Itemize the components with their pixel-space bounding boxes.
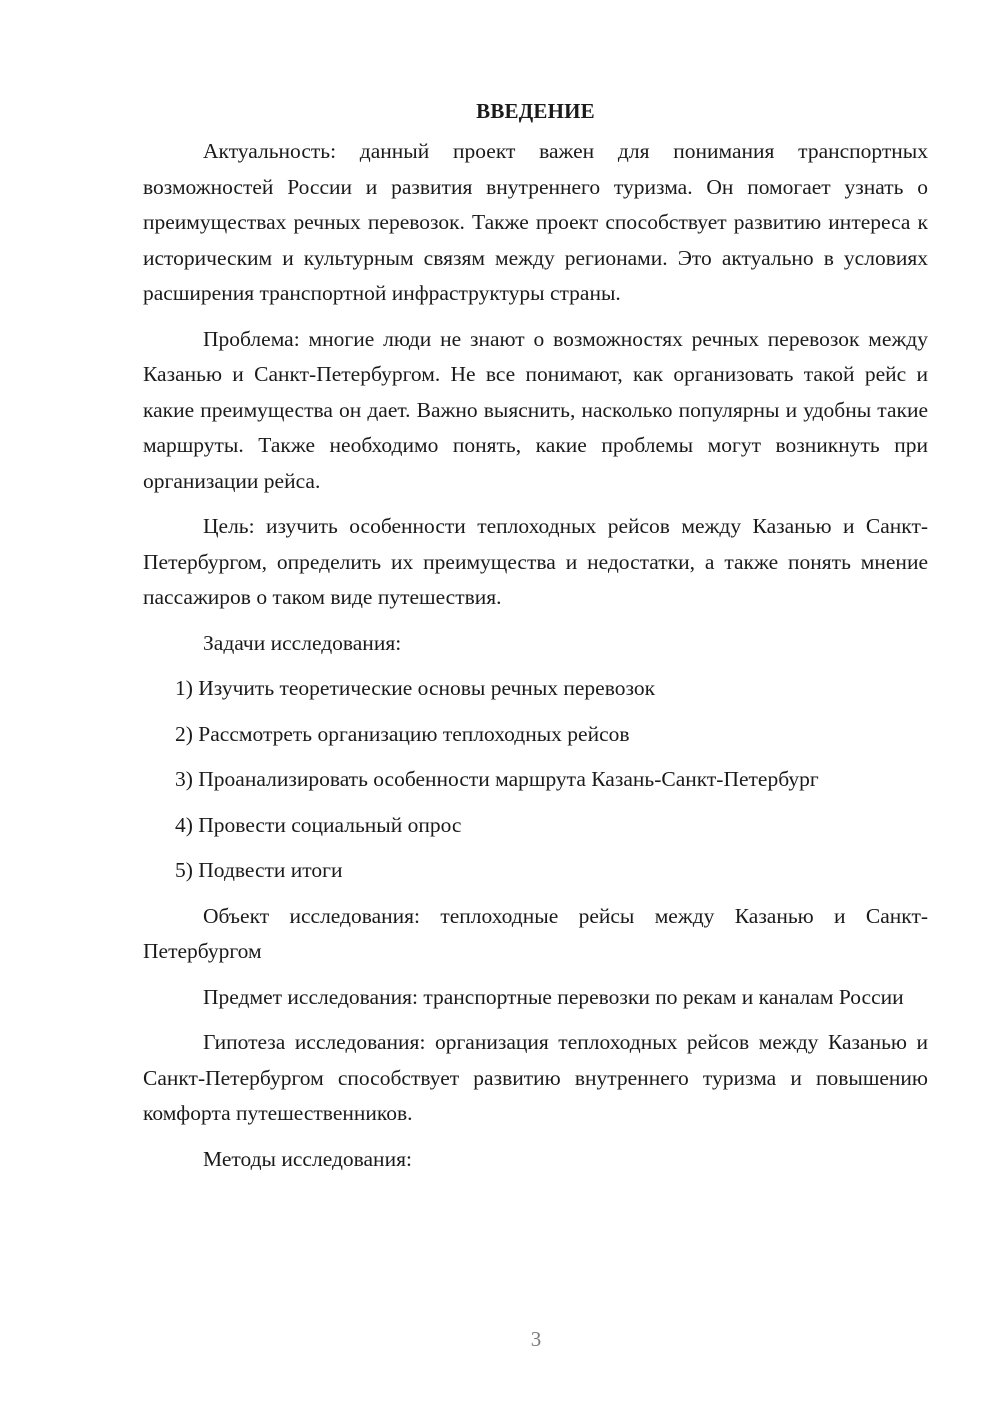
research-subject-paragraph: Предмет исследования: транспортные перевозки по рекам и каналам России [203, 984, 904, 1009]
task-item: 4) Провести социальный опрос [175, 812, 462, 837]
methods-heading: Методы исследования: [203, 1146, 412, 1171]
task-item: 2) Рассмотреть организацию теплоходных рейсов [175, 721, 630, 746]
section-title: ВВЕДЕНИЕ [476, 99, 595, 123]
task-item: 1) Изучить теоретические основы речных перевозок [175, 676, 656, 700]
document-page [143, 94, 928, 1187]
relevance-paragraph: Актуальность: данный проект важен для понимания транспортных возможностей России и развития внутреннего туризма. Он помогает узнать о преимуществах речных перевозок. Также проект способствует развитию интереса к историческим и культурным связям между регионами. Это актуально в условиях расширения транспортной инфраструктуры страны. [143, 139, 928, 305]
tasks-heading: Задачи исследования: [203, 630, 402, 655]
hypothesis-paragraph: Гипотеза исследования: организация теплоходных рейсов между Казанью и Санкт-Петербургом способствует развитию внутреннего туризма и повышению комфорта путешественников. [143, 1030, 928, 1125]
research-object-paragraph: Объект исследования: теплоходные рейсы между Казанью и Санкт-Петербургом [143, 903, 928, 963]
goal-paragraph: Цель: изучить особенности теплоходных рейсов между Казанью и Санкт-Петербургом, определить их преимущества и недостатки, а также понять мнение пассажиров о таком виде путешествия. [143, 514, 928, 609]
problem-paragraph: Проблема: многие люди не знают о возможностях речных перевозок между Казанью и Санкт-Петербургом. Не все понимают, как организовать такой рейс и какие преимущества он дает. Важно выяснить, насколько популярны и удобны такие маршруты. Также необходимо понять, какие проблемы могут возникнуть при организации рейса. [143, 326, 928, 493]
page-number: 3 [530, 1327, 542, 1351]
task-item: 5) Подвести итоги [175, 858, 343, 882]
task-item: 3) Проанализировать особенности маршрута Казань-Санкт-Петербург [175, 767, 819, 791]
tasks-list [143, 671, 928, 889]
